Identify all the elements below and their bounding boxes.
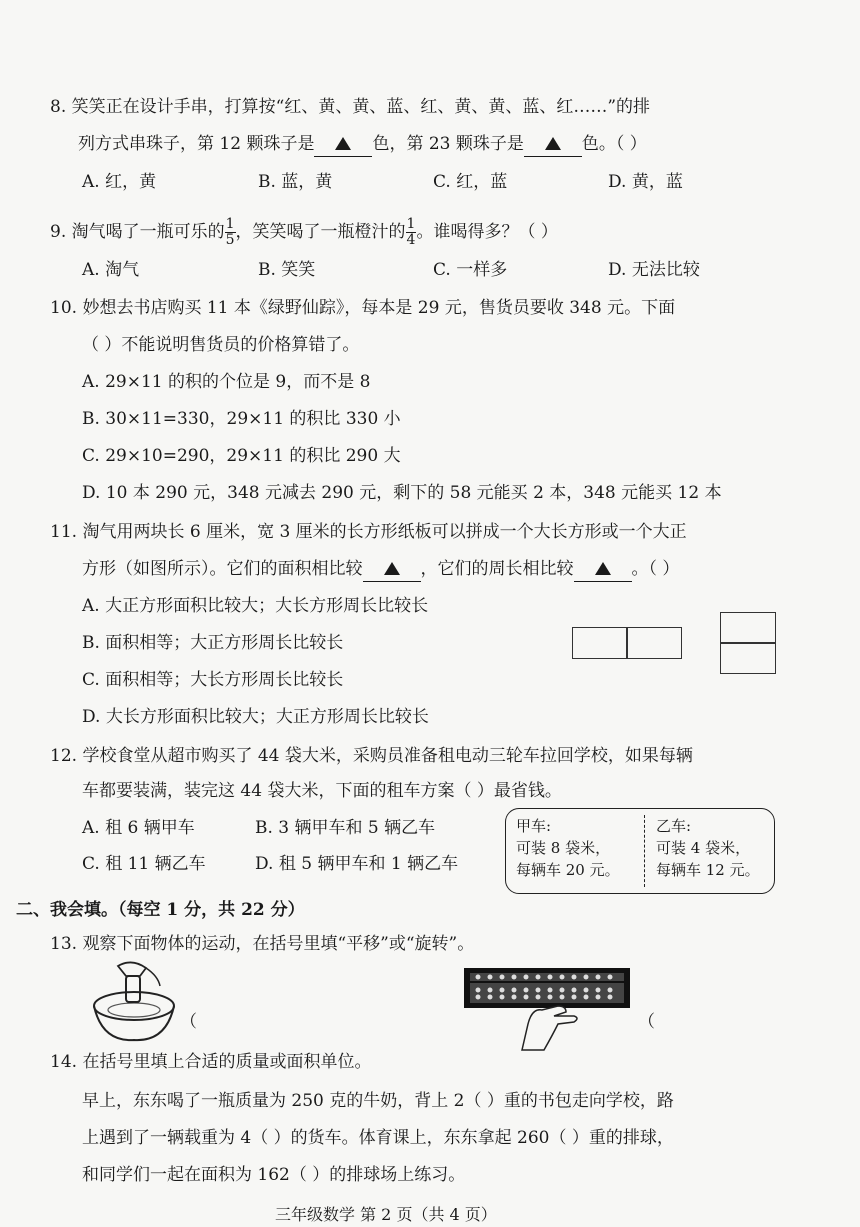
- q12-option-b: B. 3 辆甲车和 5 辆乙车: [255, 818, 436, 838]
- answer-blank[interactable]: [574, 557, 632, 582]
- q12-line1: 12. 学校食堂从超市购买了 44 袋大米，采购员准备租电动三轮车拉回学校，如果每辆: [50, 746, 693, 766]
- q14-line3: 上遇到了一辆载重为 4（ ）的货车。体育课上，东东拿起 260（ ）重的排球，: [82, 1128, 674, 1148]
- q10-line2: （ ）不能说明售货员的价格算错了。: [82, 335, 360, 355]
- q8-option-d: D. 黄，蓝: [608, 172, 683, 192]
- q8-option-b: B. 蓝，黄: [258, 172, 333, 192]
- triangle-marker-icon: [335, 137, 351, 150]
- section-heading: 二、我会填。（每空 1 分，共 22 分）: [16, 900, 305, 920]
- q10-option-d: D. 10 本 290 元，348 元减去 290 元，剩下的 58 元能买 2 本，348 元能买 12 本: [82, 483, 722, 503]
- q13-line1: 13. 观察下面物体的运动，在括号里填“平移”或“旋转”。: [50, 934, 475, 954]
- answer-blank[interactable]: [314, 132, 372, 157]
- answer-blank[interactable]: [363, 557, 421, 582]
- q9-line1: 9. 淘气喝了一瓶可乐的 $\frac{1}{5}$ ，笑笑喝了一瓶橙汁的 $\frac{1}{4}$ 。谁喝得多？（ ）: [50, 216, 558, 248]
- cart-info-box: [505, 808, 775, 894]
- q10-option-c: C. 29×10=290，29×11 的积比 290 大: [82, 446, 401, 466]
- q9-option-b: B. 笑笑: [258, 260, 316, 280]
- q12-option-d: D. 租 5 辆甲车和 1 辆乙车: [255, 854, 459, 874]
- abacus-illustration: [462, 966, 632, 1052]
- q10-line1: 10. 妙想去书店购买 11 本《绿野仙踪》，每本是 29 元，售货员要收 348 元。下面: [50, 298, 676, 318]
- q14-line4: 和同学们一起在面积为 162（ ）的排球场上练习。: [82, 1165, 466, 1185]
- fraction: $\frac{1}{5}$: [225, 216, 235, 248]
- fraction: $\frac{1}{4}$: [406, 216, 416, 248]
- q12-option-c: C. 租 11 辆乙车: [82, 854, 206, 874]
- divider: [644, 815, 645, 887]
- q11-line1: 11. 淘气用两块长 6 厘米，宽 3 厘米的长方形纸板可以拼成一个大长方形或一个大正: [50, 522, 687, 542]
- answer-paren[interactable]: （: [180, 1012, 197, 1032]
- triangle-marker-icon: [545, 137, 561, 150]
- q11-option-a: A. 大正方形面积比较大；大长方形周长比较长: [82, 596, 429, 616]
- answer-blank[interactable]: [524, 132, 582, 157]
- triangle-marker-icon: [384, 562, 400, 575]
- tap-and-basin-illustration: [88, 958, 180, 1044]
- q11-option-d: D. 大长方形面积比较大；大正方形周长比较长: [82, 707, 429, 727]
- q8-option-c: C. 红，蓝: [433, 172, 508, 192]
- q12-line2: 车都要装满，装完这 44 袋大米，下面的租车方案（ ）最省钱。: [82, 781, 562, 801]
- q14-line1: 14. 在括号里填上合适的质量或面积单位。: [50, 1052, 372, 1072]
- cart-a-info: 甲车: 可装 8 袋米， 每辆车 20 元。: [516, 817, 620, 879]
- q9-option-d: D. 无法比较: [608, 260, 700, 280]
- q8-option-a: A. 红，黄: [82, 172, 157, 192]
- q14-line2: 早上，东东喝了一瓶质量为 250 克的牛奶，背上 2（ ）重的书包走向学校，路: [82, 1091, 674, 1111]
- q10-option-b: B. 30×11=330，29×11 的积比 330 小: [82, 409, 401, 429]
- q9-option-c: C. 一样多: [433, 260, 508, 280]
- triangle-marker-icon: [595, 562, 611, 575]
- q11-option-c: C. 面积相等；大长方形周长比较长: [82, 670, 344, 690]
- q9-option-a: A. 淘气: [82, 260, 140, 280]
- q11-option-b: B. 面积相等；大正方形周长比较长: [82, 633, 344, 653]
- cart-b-info: 乙车: 可装 4 袋米， 每辆车 12 元。: [656, 817, 760, 879]
- q8-line2: 列方式串珠子，第 12 颗珠子是 色，第 23 颗珠子是 色。（ ）: [78, 132, 647, 157]
- page-footer: 三年级数学 第 2 页（共 4 页）: [275, 1205, 497, 1224]
- answer-paren[interactable]: （: [638, 1012, 655, 1032]
- q10-option-a: A. 29×11 的积的个位是 9，而不是 8: [82, 372, 371, 392]
- q11-line2: 方形（如图所示）。它们的面积相比较 ，它们的周长相比较 。（ ）: [82, 557, 679, 582]
- q8-line1: 8. 笑笑正在设计手串，打算按“红、黄、黄、蓝、红、黄、黄、蓝、红……”的排: [50, 97, 651, 117]
- q12-option-a: A. 租 6 辆甲车: [82, 818, 195, 838]
